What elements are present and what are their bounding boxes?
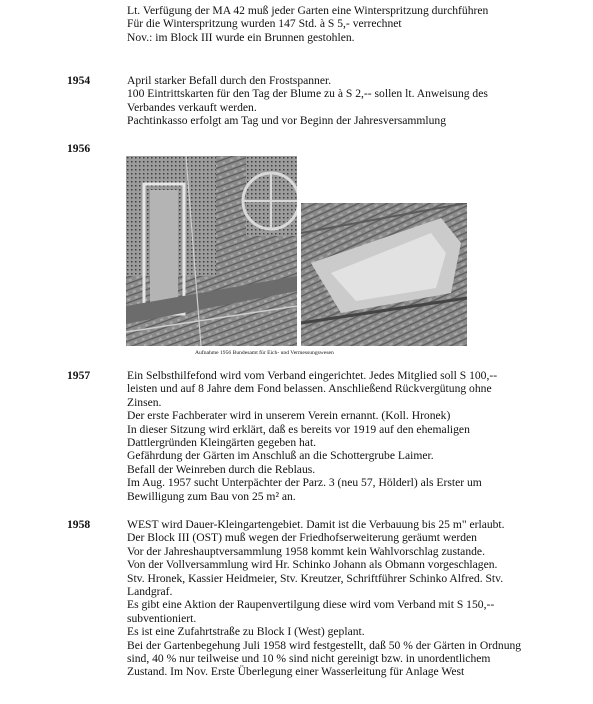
entry-line: Vor der Jahreshauptversammlung 1958 kommt kein Wahlvorschlag zustande. bbox=[127, 544, 485, 558]
entry-line: WEST wird Dauer-Kleingartengebiet. Damit ist die Verbauung bis 25 m" erlaubt. bbox=[127, 518, 505, 531]
entry-line: Verbandes verkauft werden. bbox=[127, 100, 257, 114]
entry-1954-text bbox=[127, 74, 567, 128]
entry-line: Stv. Hronek, Kassier Heidmeier, Stv. Kreutzer, Schriftführer Schinko Alfred. Stv. bbox=[127, 571, 504, 585]
entry-1957-text bbox=[127, 369, 567, 503]
entry-line: Zinsen. bbox=[127, 395, 162, 409]
intro-line: Lt. Verfügung der MA 42 muß jeder Garten eine Winterspritzung durchführen bbox=[127, 4, 489, 17]
year-1957: 1957 bbox=[67, 369, 91, 382]
entry-line: In dieser Sitzung wird erklärt, daß es bereits vor 1919 auf den ehemaligen bbox=[127, 422, 470, 436]
entry-line: Ein Selbsthilfefond wird vom Verband eingerichtet. Jedes Mitglied soll S 100,-- bbox=[127, 369, 498, 382]
year-1958: 1958 bbox=[67, 518, 91, 531]
entry-line: 100 Eintrittskarten für den Tag der Blume zu à S 2,-- sollen lt. Anweisung des bbox=[127, 87, 488, 101]
year-1956: 1956 bbox=[67, 142, 91, 155]
entry-line: subventioniert. bbox=[127, 611, 197, 625]
entry-line: Bei der Gartenbegehung Juli 1958 wird festgestellt, daß 50 % der Gärten in Ordnung bbox=[127, 638, 522, 652]
entry-line: Es gibt eine Aktion der Raupenvertilgung diese wird vom Verband mit S 150,-- bbox=[127, 598, 495, 612]
intro-line: Nov.: im Block III wurde ein Brunnen gestohlen. bbox=[127, 30, 355, 44]
aerial-photo-right bbox=[301, 203, 467, 346]
entry-line: leisten und auf 8 Jahre dem Fond belassen. Anschließend Rückvergütung ohne bbox=[127, 382, 492, 396]
entry-line: Der Block III (OST) muß wegen der Friedhofserweiterung geräumt werden bbox=[127, 531, 477, 545]
intro-line: Für die Winterspritzung wurden 147 Std. à S 5,- verrechnet bbox=[127, 17, 402, 31]
entry-line: Pachtinkasso erfolgt am Tag und vor Beginn der Jahresversammlung bbox=[127, 114, 447, 128]
entry-line: Der erste Fachberater wird in unserem Verein ernannt. (Koll. Hronek) bbox=[127, 409, 451, 423]
entry-line: Es ist eine Zufahrtstraße zu Block I (West) geplant. bbox=[127, 625, 365, 639]
year-1954: 1954 bbox=[67, 74, 91, 87]
aerial-photo-left bbox=[126, 156, 297, 346]
entry-line: Von der Vollversammlung wird Hr. Schinko Johann als Obmann vorgeschlagen. bbox=[127, 558, 498, 572]
entry-line: Gefährdung der Gärten im Anschluß an die Schottergrube Laimer. bbox=[127, 449, 434, 463]
entry-line: Zustand. Im Nov. Erste Überlegung einer Wasserleitung für Anlage West bbox=[127, 665, 465, 679]
entry-line: Befall der Weinreben durch die Reblaus. bbox=[127, 462, 316, 476]
entry-line: Bewilligung zum Bau von 25 m² an. bbox=[127, 489, 296, 503]
entry-1958-text bbox=[127, 518, 567, 679]
entry-line: Landgraf. bbox=[127, 585, 173, 599]
entry-line: Dattlergründen Kleingärten gegeben hat. bbox=[127, 436, 317, 450]
intro-paragraph bbox=[127, 4, 567, 44]
entry-line: Im Aug. 1957 sucht Unterpächter der Parz. 3 (neu 57, Hölderl) als Erster um bbox=[127, 476, 482, 490]
entry-line: sind, 40 % nur teilweise und 10 % sind nicht gereinigt bzw. in unordentlichem bbox=[127, 652, 491, 666]
photo-caption: Aufnahme 1956 Bundesamt für Eich- und Vermessungswesen bbox=[195, 350, 334, 356]
entry-line: April starker Befall durch den Frostspanner. bbox=[127, 74, 332, 87]
